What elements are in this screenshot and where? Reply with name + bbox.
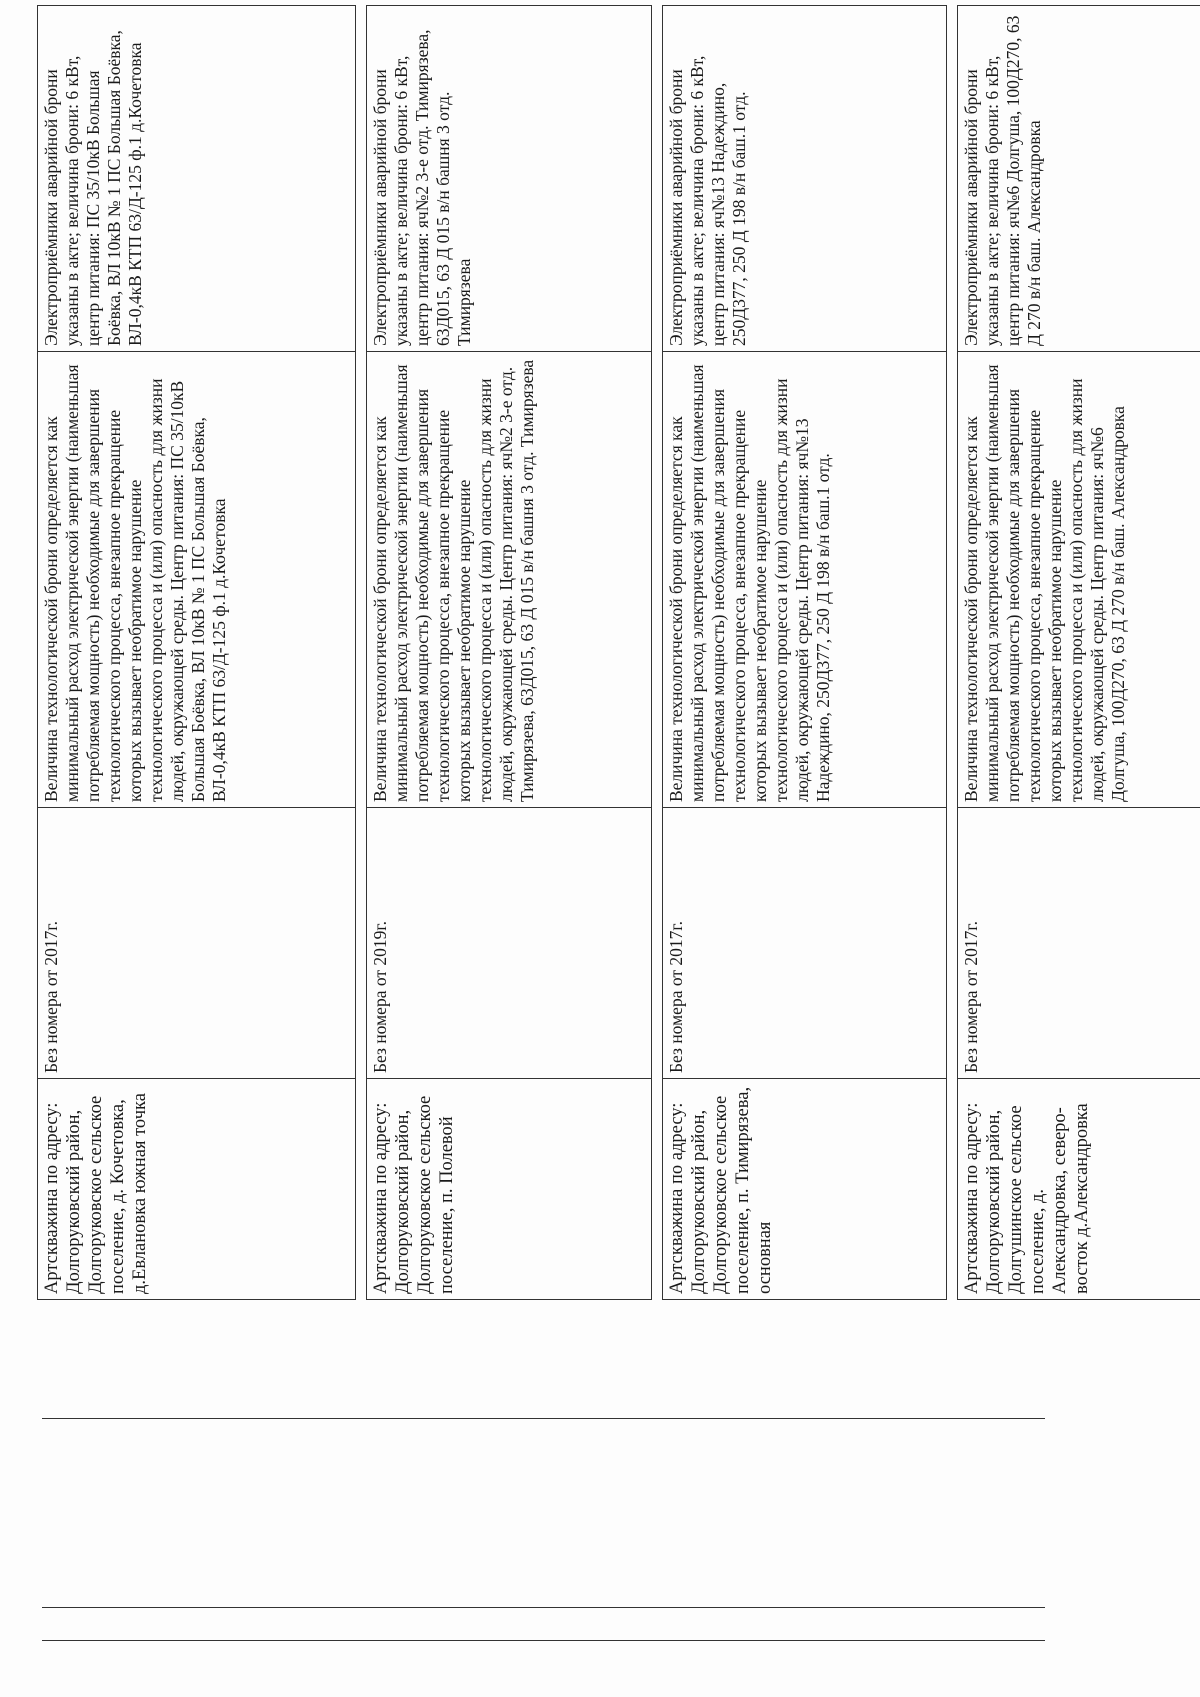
table-row: Артскважина по адресу: Долгоруковский район, Долгоруковское сельское поселение, п. Полевой Без номера от 2019г. Величина технологической брони определяется как минимальный расход электрической энергии (наименьшая потребляемая мощность) необходимые для завершения технологического процесса, внезапное прекращение которых вызывает необратимое нарушение технологического процесса и (или) опасность для жизни людей, окружающей среды. Центр питания: яч№2 3-е отд. Тимирязева, 63Д015, 63 Д 015 в/н башня 3 отд. Тимирязева Электроприёмники аварийной брони указаны в акте; величина брони: 6 кВт, центр питания: яч№2 3-е отд. Тимирязева, 63Д015, 63 Д 015 в/н башня 3 отд. Тимирязева [367, 6, 651, 1300]
table-row: Артскважина по адресу: Долгоруковский район, Долгушинское сельское поселение, д. Александровка, северо-восток д.Александровка Без номера от 2017г. Величина технологической брони определяется как минимальный расход электрической энергии (наименьшая потребляемая мощность) необходимые для завершения технологического процесса, внезапное прекращение которых вызывает необратимое нарушение технологического процесса и (или) опасность для жизни людей, окружающей среды. Центр питания: яч№6 Долгуша, 100Д270, 63 Д 270 в/н баш. Александровка Электроприёмники аварийной брони указаны в акте; величина брони: 6 кВт, центр питания: яч№6 Долгуша, 100Д270, 63 Д 270 в/н баш. Александровка [957, 6, 1200, 1300]
divider [42, 1640, 1045, 1641]
table-row: Артскважина по адресу: Долгоруковский район, Долгоруковское сельское поселение, д. Кочетовка, д.Евлановка южная точка Без номера от 2017г. Величина технологической брони определяется как минимальный расход электрической энергии (наименьшая потребляемая мощность) необходимые для завершения технологического процесса, внезапное прекращение которых вызывает необратимое нарушение технологического процесса и (или) опасность для жизни людей, окружающей среды. Центр питания: ПС 35/10кВ Большая Боёвка, ВЛ 10кВ № 1 ПС Большая Боёвка, ВЛ-0,4кВ КТП 63/Д-125 ф.1 д.Кочетовка Электроприёмники аварийной брони указаны в акте; величина брони: 6 кВт, центр питания: ПС 35/10кВ Большая Боёвка, ВЛ 10кВ № 1 ПС Большая Боёвка, ВЛ-0,4кВ КТП 63/Д-125 ф.1 д.Кочетовка [38, 6, 356, 1300]
table-row: Артскважина по адресу: Долгоруковский район, Долгоруковское сельское поселение, п. Тимирязева, основная Без номера от 2017г. Величина технологической брони определяется как минимальный расход электрической энергии (наименьшая потребляемая мощность) необходимые для завершения технологического процесса, внезапное прекращение которых вызывает необратимое нарушение технологического процесса и (или) опасность для жизни людей, окружающей среды. Центр питания: яч№13 Надеждино, 250Д377, 250 Д 198 в/н баш.1 отд. Электроприёмники аварийной брони указаны в акте; величина брони: 6 кВт, центр питания: яч№13 Надеждино, 250Д377, 250 Д 198 в/н баш.1 отд. [662, 6, 946, 1300]
rotated-table [37, 15, 1200, 1300]
divider [42, 1418, 1045, 1419]
divider [42, 1607, 1045, 1608]
document-table [37, 5, 1200, 1300]
